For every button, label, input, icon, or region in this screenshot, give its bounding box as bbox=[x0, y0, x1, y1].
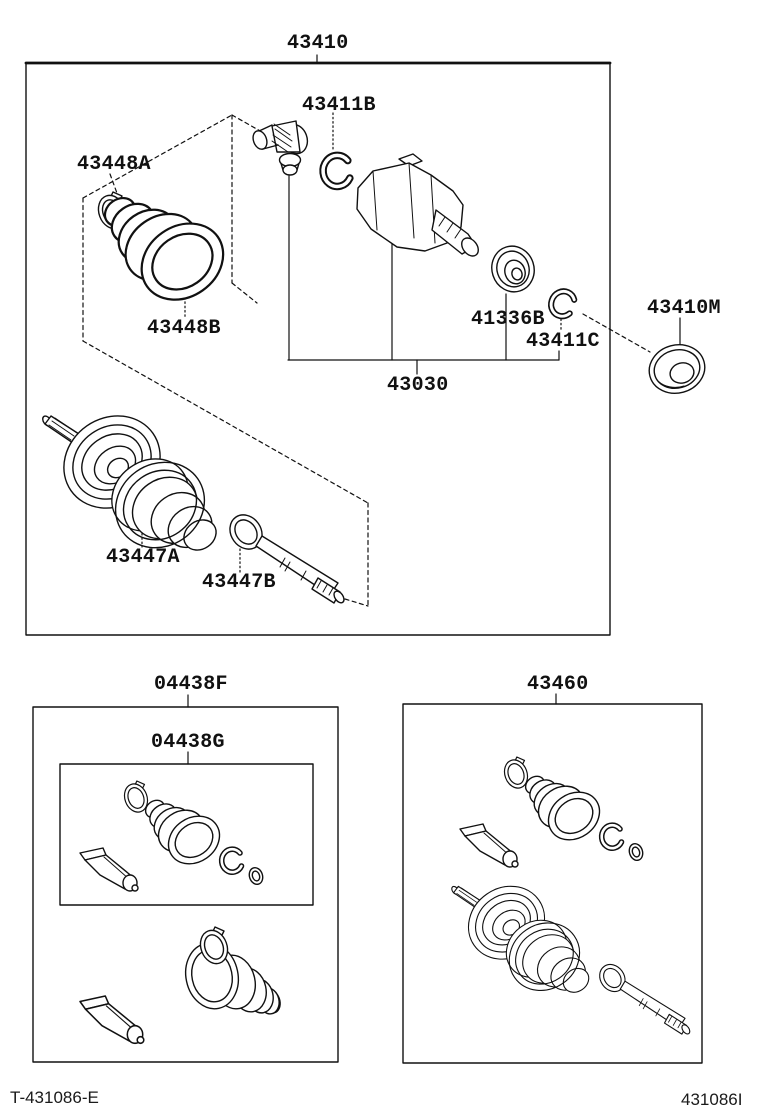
drawing-code-left: T-431086-E bbox=[10, 1088, 99, 1107]
leader-lines bbox=[110, 55, 680, 764]
callout-assembly[interactable]: 43410 bbox=[287, 32, 349, 55]
callout-boot-kit-right[interactable]: 43460 bbox=[527, 673, 589, 696]
inner-joint-housing-drawing bbox=[357, 154, 482, 259]
boot-kit-outer-box bbox=[33, 707, 338, 1062]
callout-outboard-clamp[interactable]: 43447B bbox=[202, 571, 276, 594]
boot-kit-inner-drawing bbox=[80, 781, 265, 891]
boot-kit-right-drawing bbox=[460, 757, 645, 867]
tripod-spider-drawing bbox=[251, 121, 312, 175]
callout-shaft-snap-ring[interactable]: 43411C bbox=[526, 330, 600, 353]
callout-boot-kit-inner[interactable]: 04438G bbox=[151, 731, 225, 754]
callout-inboard-clamp[interactable]: 43448A bbox=[77, 153, 151, 176]
inboard-boot-drawing bbox=[100, 192, 238, 315]
inner-snap-ring-drawing bbox=[323, 155, 350, 186]
callout-oil-seal[interactable]: 43410M bbox=[647, 297, 721, 320]
shaft-snap-ring-drawing bbox=[547, 287, 577, 319]
drawing-code-right: 431086I bbox=[681, 1090, 743, 1109]
bearing-ring-drawing bbox=[486, 241, 540, 298]
callout-inner-joint-kit[interactable]: 43030 bbox=[387, 374, 449, 397]
callout-boot-kit-outer[interactable]: 04438F bbox=[154, 673, 228, 696]
callout-inboard-boot[interactable]: 43448B bbox=[147, 317, 221, 340]
callout-outboard-shaft[interactable]: 43447A bbox=[106, 546, 180, 569]
big-boot-drawing bbox=[80, 927, 282, 1044]
callout-bearing-ring[interactable]: 41336B bbox=[471, 308, 545, 331]
outboard-shaft-drawing bbox=[41, 397, 346, 604]
right-axle-drawing bbox=[450, 872, 691, 1036]
callout-inner-snap-ring[interactable]: 43411B bbox=[302, 94, 376, 117]
oil-seal-drawing bbox=[644, 339, 711, 400]
